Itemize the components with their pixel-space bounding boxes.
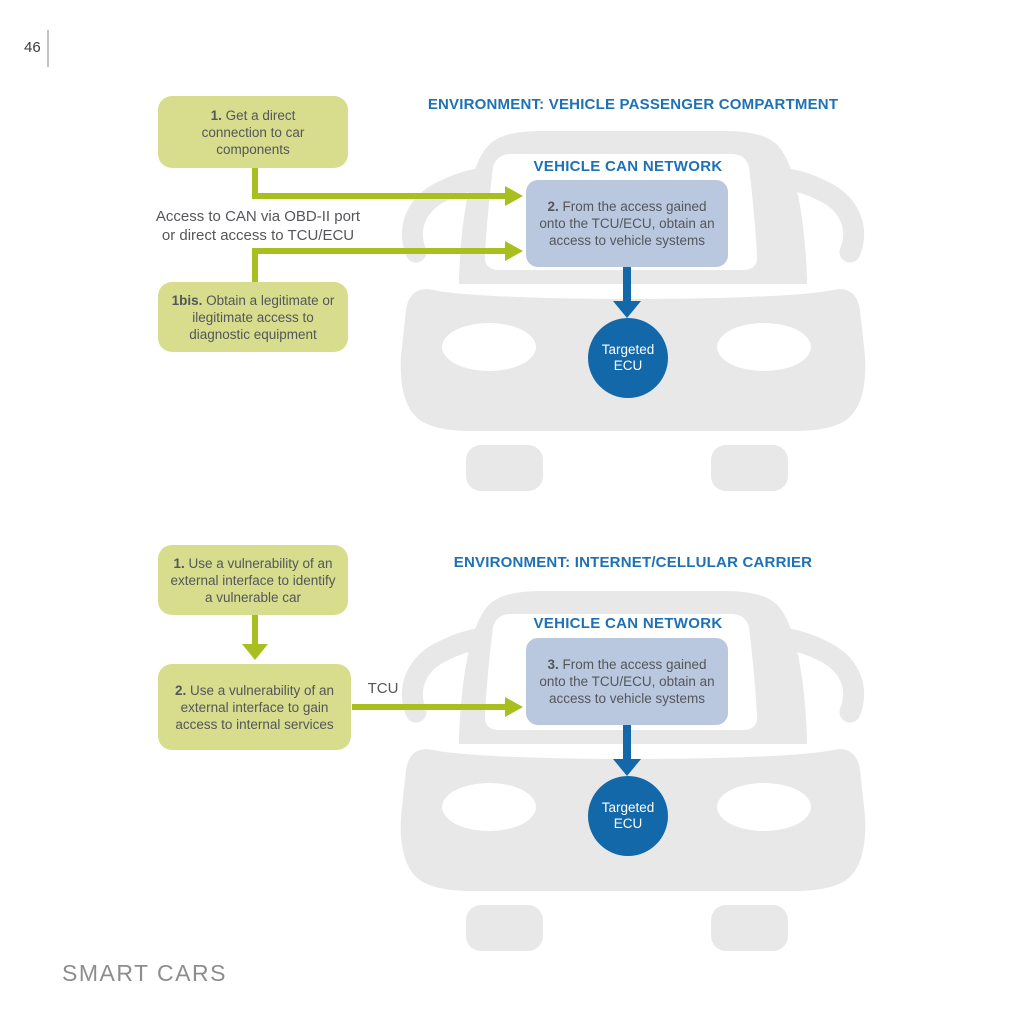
step-text: From the access gained onto the TCU/ECU, obtain an access to vehicle systems xyxy=(539,199,715,248)
connector-line xyxy=(252,248,258,284)
connector-line xyxy=(352,704,506,710)
step-number: 1. xyxy=(210,107,222,123)
arrowhead-right-icon xyxy=(505,241,523,261)
arrowhead-right-icon xyxy=(505,697,523,717)
targeted-ecu-label: Targeted ECU xyxy=(601,800,655,831)
connector-line xyxy=(623,724,631,760)
step-text: Get a direct connection to car components xyxy=(201,107,305,157)
step-text: From the access gained onto the TCU/ECU, obtain an access to vehicle systems xyxy=(539,657,715,706)
connector-label: Access to CAN via OBD-II port or direct access to TCU/ECU xyxy=(155,208,361,244)
arrowhead-down-icon xyxy=(613,759,641,776)
environment-title: ENVIRONMENT: INTERNET/CELLULAR CARRIER xyxy=(453,554,813,571)
step-text: Use a vulnerability of an external interface to identify a vulnerable car xyxy=(170,555,336,605)
step-number: 2. xyxy=(547,199,559,214)
step-box-1bis xyxy=(158,282,348,352)
targeted-ecu-label: Targeted ECU xyxy=(601,342,655,373)
arrowhead-down-icon xyxy=(613,301,641,318)
step-text: Obtain a legitimate or ilegitimate access to diagnostic equipment xyxy=(189,292,335,342)
connector-line xyxy=(623,266,631,302)
arrowhead-down-icon xyxy=(242,644,268,660)
step-number: 1. xyxy=(173,555,185,571)
network-step-box xyxy=(526,180,728,267)
environment-title: ENVIRONMENT: VEHICLE PASSENGER COMPARTMENT xyxy=(427,96,839,113)
step-box-1 xyxy=(158,96,348,168)
arrowhead-right-icon xyxy=(505,186,523,206)
network-step-box xyxy=(526,638,728,725)
page-number-divider xyxy=(47,30,49,67)
step-text: Use a vulnerability of an external interface to gain access to internal services xyxy=(175,682,335,732)
network-title: VEHICLE CAN NETWORK xyxy=(533,158,723,175)
network-title: VEHICLE CAN NETWORK xyxy=(533,615,723,632)
connector-line xyxy=(252,614,258,645)
step-number: 1bis. xyxy=(171,292,203,308)
targeted-ecu-node xyxy=(588,318,668,398)
step-number: 3. xyxy=(547,657,559,672)
step-box-1 xyxy=(158,545,348,615)
targeted-ecu-node xyxy=(588,776,668,856)
connector-label: TCU xyxy=(367,680,399,697)
footer-title: SMART CARS xyxy=(62,960,227,986)
connector-line xyxy=(252,193,506,199)
page-number: 46 xyxy=(24,39,41,56)
step-box-2 xyxy=(158,664,351,750)
connector-line xyxy=(252,248,506,254)
step-number: 2. xyxy=(174,682,187,698)
